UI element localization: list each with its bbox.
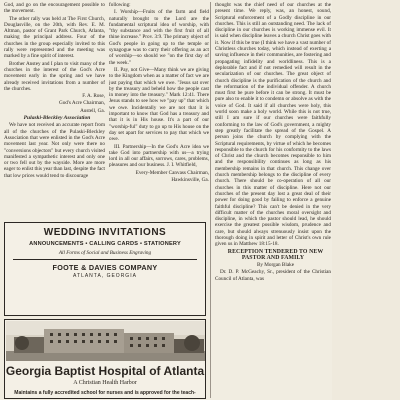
section-heading: Pulaski-Bleckley Association bbox=[23, 115, 91, 122]
article-heading: RECEPTION TENDERED TO NEW PASTOR AND FAMILY bbox=[227, 248, 324, 261]
hospital-photo bbox=[6, 321, 206, 361]
paragraph: Brother Anstey and I plan to visit many of the churches in the interest of the God's Acre movement early in the spring and we have already received invitations from a number of the churches. bbox=[4, 60, 105, 92]
ad-items: ANNOUNCEMENTS • CALLING CARDS • STATIONERY bbox=[29, 241, 181, 247]
paragraph: Dr. D. P. McGeachy, Sr., president of the Christian Council of Atlanta, was bbox=[215, 269, 331, 282]
paragraph: II. Pay, not Give—Many think we are giving to the Kingdom when as a matter of fact we are just paying that which we owe. "Jesus sat over by the treasury and beheld how the people cast in money into the treasury." Mark 12:41. There Jesus stands to see how we "pay up" that which we owe. Incidentally we are not that it is important to know that God has a treasury and that it is in His house. It's a part of our "worship-ful" duty to go up to His house on the day set apart for services to pay that which we owe. bbox=[109, 66, 209, 143]
paragraph: God, and go on the encouragement possible to the movement. bbox=[4, 2, 105, 15]
signature-title: Every-Member Canvass Chairman, bbox=[135, 169, 209, 176]
wedding-invitations-ad bbox=[4, 222, 206, 316]
paragraph: III. Partnership—In the God's Acre idea we take God into partnership with us—a trying lord in all our affairs, sorrows, cares, problems, pleasures and our business. J. I. Whitfield, bbox=[109, 143, 209, 169]
paragraph: thought was the chief need of our churches at the present time. We reply, was, an honest, sound, Scriptural enforcement of a Godly discipline in our churches. This is still an outstanding need. The lack of discipline in our churches is working immense evil. It is said when discipline leaves a church Christ goes with it. Now if this be true (I think we have a vast number of Christless churches today, which instead of exerting a saving influence in their communities, are fostering and propagating infidelity and worldliness. This is a deplorable fact and if not remedied will result in the secularization of our churches. The great object of church discipline is the purification of the church and the reformation of the individual offender. A church must first be pure before it can be strong. It must be pure also to enable it to condemn or absolve as with the voice of God. It said if all churches were holy, this world soon make a holy world. While this is not true, still I am sure if our churches were faithfully conforming to the law of God's government, a mighty step greatly facilitate the spread of the Gospel. A person joins the church by complying with the Scriptural requirements, by virtue of which he becomes responsible to the church for his conformity to the laws of Christ and the church becomes responsible to him and the responsibility continues as long as his membership remains in that church. This change over church membership belongs to the discipline of every church. There should be co-operation of all our churches in this matter of discipline. Here not our churches of the present day lost a great deal of their power for doing good by failing to enforce a genuine faithful discipline? This can't be denied in the very difficult matter of the churches moral oversight and discipline, in which the pastor should lead, he should exercise the greatest possible wisdom, prudence and care, but should always strenuously insist upon the thorough doing in spirit and letter of Christ's own rule given us in Matthew 18:15-18. bbox=[215, 2, 331, 248]
divider bbox=[13, 259, 197, 260]
paragraph: We have not received an accurate report from all of the churches of the Pulaski-Bleckley Association that were enlisted in the God's Acre movement last year. Not only were there no "conversions objectors" but every church visited manifested a sympathetic interest and only one or two fell out by the wayside. More are more eager to enlist this year than last, despite the fact that low prices would tend to discourage bbox=[4, 122, 105, 179]
column-middle bbox=[109, 2, 209, 218]
ad-footer: Maintains a fully accredited school for nurses and is approved for the teach- bbox=[14, 390, 196, 396]
byline: By Morgan Blake bbox=[256, 262, 295, 269]
ad-tagline: All Forms of Social and Business Engraving bbox=[58, 250, 152, 256]
signature-place: Hawkinsville, Ga. bbox=[171, 177, 209, 184]
paragraph: The other rally was held at The First Church, Douglasville, on the 20th, with Rev. E. M. Altman, pastor of Grant Park Church, Atlanta, making the principal address. Four of the churches in the group especially invited to this rally were represented and the meeting was marked by a fine spirit of interest. bbox=[4, 15, 105, 60]
ad-title: Georgia Baptist Hospital of Atlanta bbox=[5, 364, 205, 378]
hospital-ad bbox=[4, 319, 206, 399]
ad-subtitle: A Christian Health Harbor bbox=[73, 380, 137, 386]
signature-name: F. A. Rose, bbox=[82, 93, 105, 100]
signature-place: Austell, Ga. bbox=[80, 107, 105, 114]
ad-location: ATLANTA, GEORGIA bbox=[73, 273, 137, 279]
paragraph: I. Worship—Fruits of the farm and field naturally brought to the Lord are the fundamental scriptural idea of worship, with "thy substance and with the first fruit of all thine increase." Prov. 3:9. The primary object of God's people in going up to the temple or synagogue was to carry their offering as an act of worship—so should we "on the first day of the week." bbox=[109, 9, 209, 66]
column-left bbox=[4, 2, 105, 218]
page-margin bbox=[332, 0, 400, 400]
signature-title: God's Acre Chairman, bbox=[58, 100, 105, 107]
ad-company: FOOTE & DAVIES COMPANY bbox=[52, 263, 158, 272]
column-right bbox=[210, 2, 331, 398]
ad-title: WEDDING INVITATIONS bbox=[43, 227, 167, 238]
paragraph: following: bbox=[109, 2, 131, 8]
